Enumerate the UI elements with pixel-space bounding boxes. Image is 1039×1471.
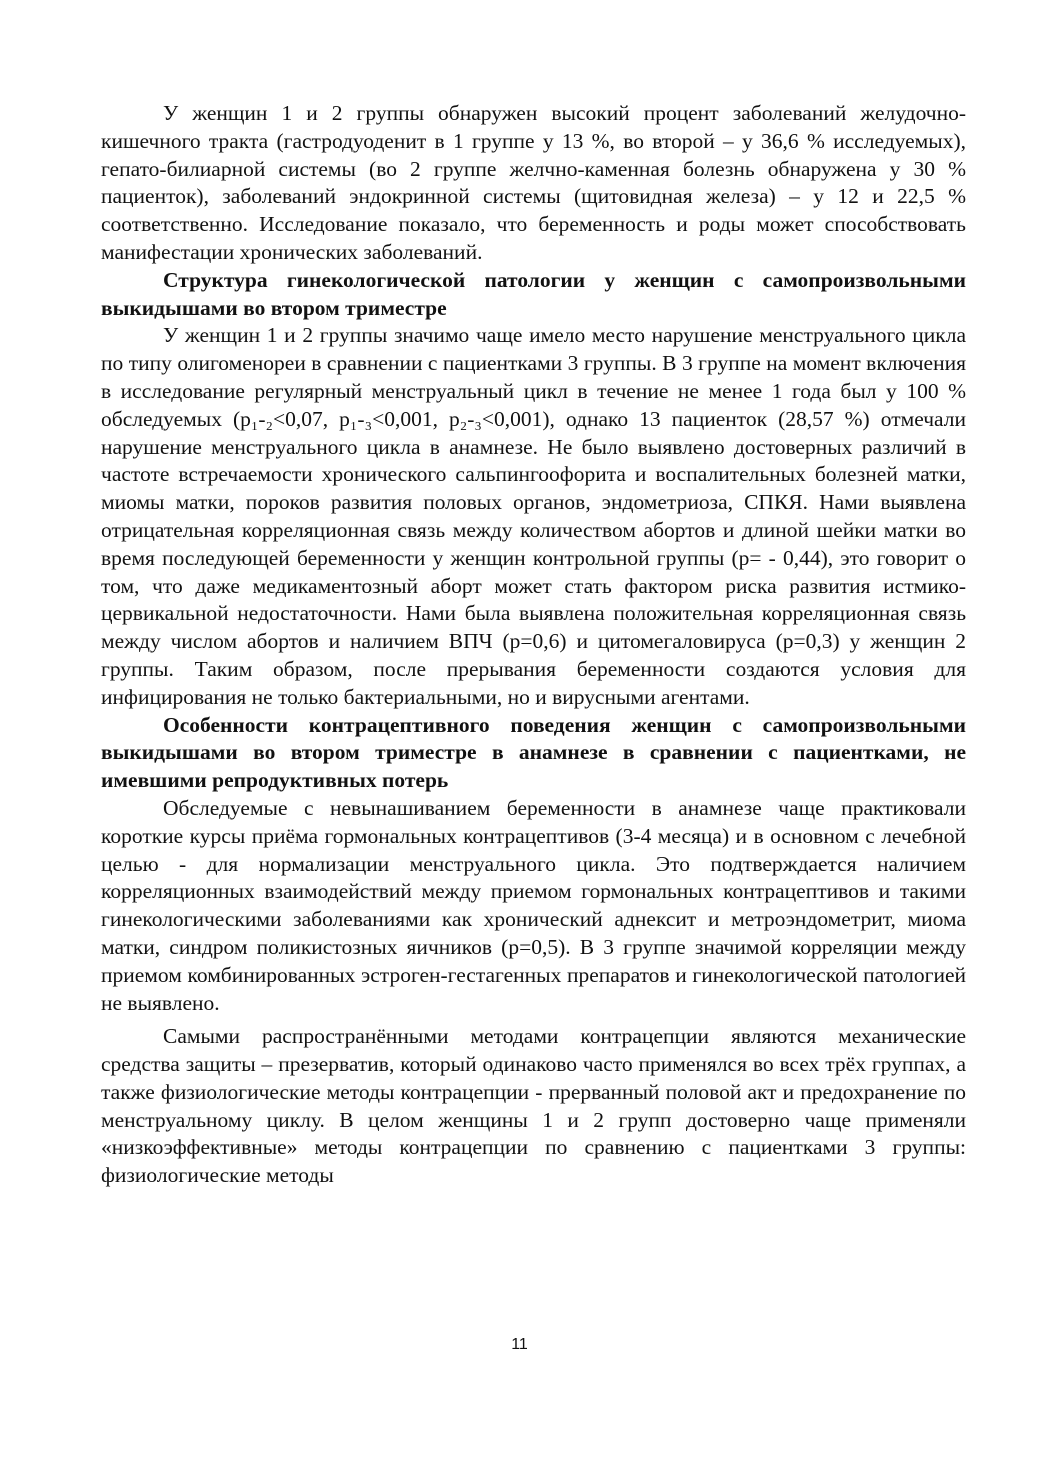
paragraph-comorbidities: У женщин 1 и 2 группы обнаружен высокий процент заболеваний желудочно-кишечного тракта (гастродуоденит в 1 группе у 13 %, во второй – у 36,6 % исследуемых), гепато-билиарной системы (во 2 группе желчно-каменная болезнь обнаружена у 30 % пациенток), заболеваний эндокринной системы (щитовидная железа) – у 12 и 22,5 % соответственно. Исследование показало, что беременность и роды может способствовать манифестации хронических заболеваний.	[101, 101, 966, 264]
section-heading-contraceptive-behavior: Особенности контрацептивного поведения женщин с самопроизвольными выкидышами во втором триместре в анамнезе в сравнении с пациентками, не имевшими репродуктивных потерь	[101, 712, 966, 793]
paragraph-hormonal-contraceptives: Обследуемые с невынашиванием беременности в анамнезе чаще практиковали короткие курсы приёма гормональных контрацептивов (3-4 месяца) и в основном с лечебной целью - для нормализации менструального цикла. Это подтверждается наличием корреляционных взаимодействий между приемом гормональных контрацептивов и такими гинекологическими заболеваниями как хронический аднексит и метроэндометрит, миома матки, синдром поликистозных яичников (р=0,5). В 3 группе значимой корреляции между приемом комбинированных эстроген-гестагенных препаратов и гинекологической патологией не выявлено.	[101, 795, 966, 1015]
paragraph-gynecological-pathology: У женщин 1 и 2 группы значимо чаще имело место нарушение менструального цикла по типу олигоменореи в сравнении с пациентками 3 группы. В 3 группе на момент включения в исследование регулярный менструальный цикл в течение не менее 1 года был у 100 % обследуемых (p₁-₂<0,07, p₁-₃<0,001, p₂-₃<0,001), однако 13 пациенток (28,57 %) отмечали нарушение менструального цикла в анамнезе. Не было выявлено достоверных различий в частоте встречаемости хронического сальпингоофорита и воспалительных болезней матки, миомы матки, пороков развития половых органов, эндометриоза, СПКЯ. Нами выявлена отрицательная корреляционная связь между количеством абортов и длиной шейки матки во время последующей беременности у женщин контрольной группы (р= - 0,44), это говорит о том, что даже медикаментозный аборт может стать фактором риска развития истмико-цервикальной недостаточности. Нами была выявлена положительная корреляционная связь между числом абортов и наличием ВПЧ (р=0,6) и цитомегаловируса (р=0,3) у женщин 2 группы. Таким образом, после прерывания беременности создаются условия для инфицирования не только бактериальными, но и вирусными агентами.	[101, 323, 966, 709]
section-heading-gynecological-pathology: Структура гинекологической патологии у женщин с самопроизвольными выкидышами во втором триместре	[101, 267, 966, 320]
document-page	[101, 100, 966, 1190]
paragraph-contraception-methods: Самыми распространёнными методами контрацепции являются механические средства защиты – презерватив, который одинаково часто применялся во всех трёх группах, а также физиологические методы контрацепции - прерванный половой акт и предохранение по менструальному циклу. В целом женщины 1 и 2 групп достоверно чаще применяли «низкоэффективные» методы контрацепции по сравнению с пациентками 3 группы: физиологические методы	[101, 1024, 966, 1188]
page-number: 11	[511, 1336, 528, 1353]
